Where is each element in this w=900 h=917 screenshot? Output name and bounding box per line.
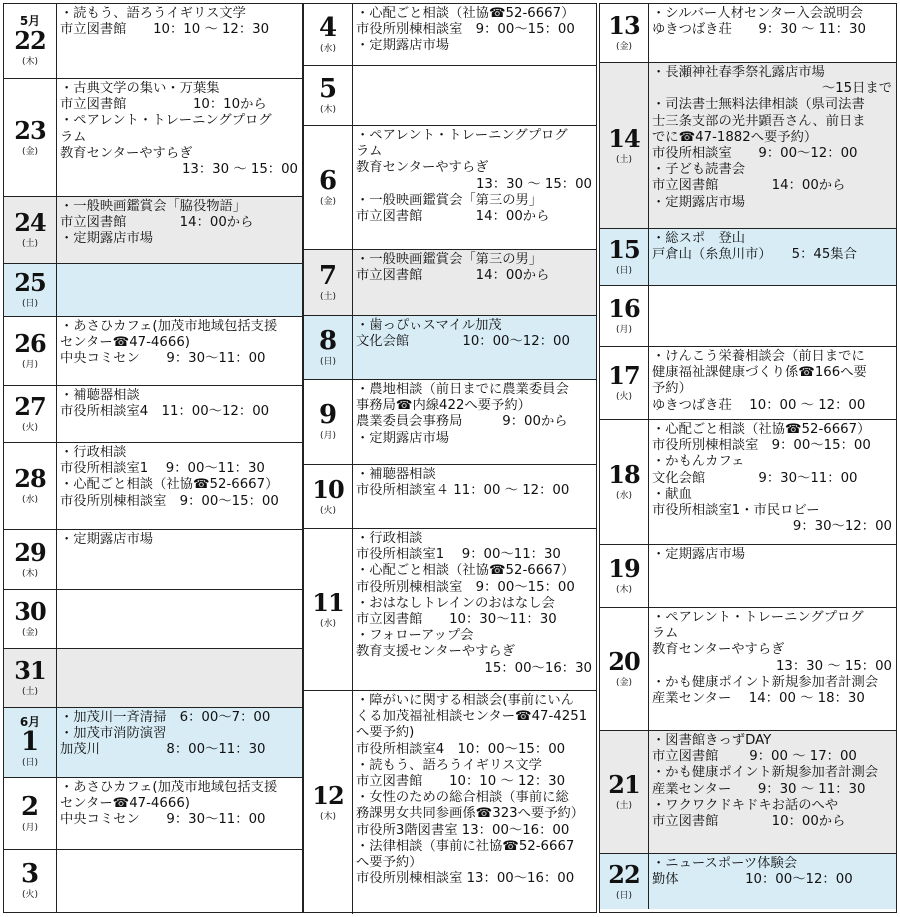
event-line: ・総スポ 登山 [652, 231, 746, 246]
event-line: ・シルバー人材センター入会説明会 [652, 6, 863, 21]
day-label [304, 126, 353, 249]
day-cell [600, 4, 896, 63]
weekday-label: (水) [319, 43, 337, 54]
day-cell [4, 530, 302, 590]
day-cell [4, 4, 302, 79]
day-number: 3 [20, 859, 40, 889]
event-line: ・古典文学の集い・万葉集 [60, 81, 220, 96]
event-line: 務課男女共同参画係☎323へ要予約） [356, 806, 585, 822]
event-line: ・ニュースポーツ体験会 [652, 856, 798, 871]
day-cell [600, 608, 896, 731]
weekday-label: (木) [319, 811, 337, 822]
event-line: 中央コミセン 9：30～11：00 [60, 351, 266, 367]
day-label [4, 850, 57, 912]
day-cell [600, 731, 896, 854]
event-list [60, 445, 298, 510]
day-number: 12 [312, 780, 344, 810]
event-line: でに☎47-1882へ要予約） [652, 129, 818, 145]
day-cell [4, 386, 302, 443]
event-list [356, 318, 592, 350]
event-line: ・心配ごと相談（社協☎52-6667） [356, 563, 575, 579]
day-cell [304, 380, 596, 465]
event-line: ・定期露店市場 [652, 547, 746, 562]
event-line: 13：30 ～ 15：00 [181, 162, 298, 178]
weekday-label: (土) [21, 239, 39, 249]
day-label [4, 197, 57, 263]
event-list [356, 531, 592, 677]
event-list [60, 532, 298, 548]
day-label [304, 316, 353, 379]
day-label [600, 608, 649, 730]
day-label [4, 443, 57, 529]
event-list [60, 199, 298, 248]
day-number: 30 [14, 597, 46, 626]
event-line: ・農地相談（前日までに農業委員会 [356, 382, 569, 397]
event-line: 市役所相談室1 9：00～11：30 [60, 461, 265, 477]
day-label [4, 79, 57, 196]
day-cell [4, 590, 302, 649]
event-line: ・行政相談 [356, 531, 423, 546]
calendar-column-2 [303, 3, 597, 913]
event-line: ・障がいに関する相談会(事前にいん [356, 693, 574, 708]
day-label [4, 264, 57, 316]
event-list [60, 6, 298, 38]
event-line: 産業センター 14：00 ～ 18：30 [652, 691, 865, 707]
day-label [4, 590, 57, 648]
event-list [356, 382, 592, 447]
month-label: 6月 [19, 715, 41, 729]
day-cell [600, 229, 896, 286]
day-cell [4, 79, 302, 197]
day-number: 26 [14, 329, 46, 358]
day-number: 6 [318, 165, 338, 196]
event-line: 市役所相談室4 11：00～12：00 [60, 404, 270, 420]
event-line: 15：00～16：30 [484, 660, 592, 676]
calendar-column-3 [599, 3, 897, 913]
day-cell [304, 529, 596, 691]
event-line: 市立図書館 10：00から [652, 814, 846, 830]
event-line: 市役所3階図書室 13：00～16：00 [356, 822, 570, 838]
day-cell [4, 708, 302, 778]
day-label [304, 465, 353, 528]
event-line: ・けんこう栄養相談会（前日までに [652, 349, 865, 364]
day-number: 18 [608, 460, 640, 489]
event-line: 事務局☎内線422へ要予約） [356, 398, 531, 414]
event-line: ・補聴器相談 [60, 388, 140, 403]
event-line: 9：30～12：00 [792, 519, 892, 535]
day-number: 19 [608, 554, 640, 583]
day-cell [4, 649, 302, 708]
day-cell [304, 316, 596, 380]
event-line: ・あさひカフェ(加茂市地域包括支援 [60, 319, 278, 334]
event-line: ・ペアレント・トレーニングプログ [652, 610, 864, 625]
day-number: 20 [608, 647, 640, 676]
day-label [600, 286, 649, 346]
event-line: ・ペアレント・トレーニングプログ [60, 113, 272, 129]
event-line: 市役所相談室４ 11：00 ～ 12：00 [356, 483, 570, 499]
weekday-label: (木) [615, 585, 633, 595]
event-line: ・ペアレント・トレーニングプログ [356, 128, 568, 143]
day-number: 25 [14, 268, 46, 297]
event-line: へ要予約) [356, 725, 415, 741]
event-line: ・読もう、語ろうイギリス文学 [356, 757, 542, 773]
event-list [60, 388, 298, 420]
event-line: ・献血 [652, 486, 692, 502]
day-label [600, 731, 649, 853]
event-line: 産業センター 9：30 ～ 11：30 [652, 781, 866, 797]
day-number: 7 [318, 260, 338, 291]
event-line: ・法律相談（事前に社協☎52-6667 [356, 838, 575, 854]
event-line: ・かも健康ポイント新規参加者計測会 [652, 765, 879, 781]
day-label [304, 250, 353, 315]
event-list [652, 6, 892, 38]
day-label [304, 529, 353, 690]
weekday-label: (金) [615, 678, 633, 688]
day-number: 22 [14, 25, 46, 55]
day-label [600, 4, 649, 62]
weekday-label: (土) [615, 154, 633, 165]
event-line: ・心配ごと相談（社協☎52-6667） [60, 477, 279, 493]
day-label [4, 4, 57, 78]
day-cell [600, 347, 896, 420]
event-line: 中央コミセン 9：30～11：00 [60, 812, 266, 828]
day-label [600, 347, 649, 419]
event-line: 教育支援センターやすらぎ [356, 644, 516, 660]
event-line: 文化会館 9：30～11：00 [652, 470, 858, 486]
day-number: 23 [14, 115, 46, 145]
event-line: 文化会館 10：00～12：00 [356, 334, 570, 350]
weekday-label: (金) [615, 42, 633, 52]
event-list [652, 231, 892, 263]
day-cell [4, 197, 302, 264]
day-number: 22 [608, 859, 640, 889]
day-number: 16 [608, 294, 640, 323]
event-line: 農業委員会事務局 9：00から [356, 414, 568, 430]
event-line: ラム [356, 144, 383, 160]
weekday-label: (火) [21, 423, 39, 433]
event-line: 市役所相談室4 10：00～15：00 [356, 741, 566, 757]
event-list [356, 252, 592, 284]
weekday-label: (火) [319, 505, 337, 516]
event-line: ・フォローアップ会 [356, 628, 474, 644]
event-line: ・定期露店市場 [60, 231, 154, 247]
day-cell [4, 850, 302, 912]
event-line: 士三条支部の光井顕吾さん、前日ま [652, 113, 866, 129]
day-number: 27 [14, 392, 46, 421]
event-list [356, 693, 592, 887]
day-cell [304, 465, 596, 529]
day-label [4, 386, 57, 442]
event-line: ・行政相談 [60, 445, 127, 460]
day-number: 21 [608, 770, 640, 799]
weekday-label: (金) [21, 628, 39, 638]
event-line: ・おはなしトレインのおはなし会 [356, 595, 555, 611]
event-line: ～15日まで [821, 81, 892, 97]
event-list [60, 319, 298, 368]
day-label [600, 229, 649, 285]
event-line: ・補聴器相談 [356, 467, 436, 482]
weekday-label: (土) [615, 801, 633, 811]
event-line: 市役所別棟相談室 9：00～15：00 [60, 493, 279, 509]
day-label [4, 530, 57, 589]
day-number: 2 [20, 791, 40, 822]
day-number: 10 [312, 474, 344, 504]
day-cell [600, 286, 896, 347]
event-line: 市役所相談室 9：00～12：00 [652, 146, 858, 162]
weekday-label: (日) [21, 299, 39, 309]
day-label [4, 708, 57, 777]
weekday-label: (日) [615, 890, 633, 901]
event-line: 13：30 ～ 15：00 [475, 176, 592, 192]
event-line: 市立図書館 10：10 ～ 12：30 [356, 774, 566, 790]
event-list [356, 467, 592, 499]
day-number: 14 [608, 123, 640, 153]
event-list [652, 733, 892, 830]
day-label [304, 691, 353, 914]
day-label [304, 66, 353, 125]
event-line: 市立図書館 10：10から [60, 97, 267, 113]
day-cell [304, 250, 596, 316]
event-line: 市役所別棟相談室 9：00～15：00 [652, 438, 871, 454]
event-line: 市立図書館 10：10 ～ 12：30 [60, 22, 270, 38]
event-line: 市役所相談室1 9：00～11：30 [356, 547, 561, 563]
weekday-label: (水) [615, 491, 633, 501]
day-cell [304, 4, 596, 66]
day-label [4, 317, 57, 385]
event-line: ・子ども読書会 [652, 162, 746, 178]
day-number: 15 [608, 235, 640, 264]
weekday-label: (日) [21, 758, 39, 768]
event-line: ・定期露店市場 [356, 430, 450, 446]
day-number: 17 [608, 361, 640, 390]
day-cell [600, 63, 896, 229]
weekday-label: (月) [615, 325, 633, 335]
day-number: 4 [318, 12, 338, 43]
day-label [600, 854, 649, 909]
day-number: 28 [14, 464, 46, 493]
event-list [356, 128, 592, 225]
day-cell [4, 317, 302, 386]
day-number: 29 [14, 537, 46, 567]
event-line: 市立図書館 14：00から [356, 268, 550, 284]
event-line: ・一般映画鑑賞会「第三の男」 [356, 252, 543, 267]
event-line: センター☎47-4666) [60, 335, 190, 351]
event-line: 市立図書館 10：30～11：30 [356, 612, 557, 628]
event-line: ・加茂川一斉清掃 6：00～7：00 [60, 710, 271, 725]
day-cell [4, 778, 302, 850]
event-list [652, 65, 892, 211]
day-number: 1 [20, 727, 40, 757]
event-line: 13：30 ～ 15：00 [775, 658, 892, 674]
day-number: 24 [14, 208, 46, 237]
month-label: 5月 [19, 13, 41, 28]
day-number: 11 [312, 587, 344, 617]
event-line: ゆきつばき荘 10：00 ～ 12：00 [652, 397, 866, 413]
weekday-label: (月) [21, 360, 39, 370]
day-cell [600, 854, 896, 909]
event-line: ・定期露店市場 [652, 194, 746, 210]
day-cell [304, 126, 596, 250]
event-line: ラム [60, 129, 87, 145]
day-label [4, 778, 57, 849]
event-line: ラム [652, 626, 679, 642]
event-line: 教育センターやすらぎ [60, 145, 193, 161]
weekday-label: (水) [21, 495, 39, 505]
weekday-label: (月) [21, 822, 39, 833]
weekday-label: (土) [21, 687, 39, 697]
event-line: 予約） [652, 381, 692, 397]
day-number: 5 [318, 73, 338, 104]
event-line: 加茂川 8：00～11：30 [60, 742, 266, 758]
calendar-column-1 [3, 3, 303, 913]
day-number: 8 [318, 325, 338, 356]
event-line: 教育センターやすらぎ [356, 160, 489, 176]
event-line: ・かもんカフェ [652, 454, 745, 470]
weekday-label: (火) [615, 392, 633, 402]
day-label [304, 380, 353, 464]
event-line: 市役所別棟相談室 9：00～15：00 [356, 22, 575, 38]
event-list [652, 856, 892, 888]
day-number: 31 [14, 656, 46, 685]
event-line: ・定期露店市場 [60, 532, 154, 547]
event-list [652, 422, 892, 535]
day-cell [600, 545, 896, 608]
event-line: センター☎47-4666) [60, 796, 190, 812]
day-cell [600, 420, 896, 545]
event-line: 戸倉山（糸魚川市） 5：45集合 [652, 247, 857, 263]
event-line: 市役所相談室1・市民ロビー [652, 503, 820, 519]
event-list [652, 610, 892, 707]
day-cell [4, 264, 302, 317]
event-line: ・読もう、語ろうイギリス文学 [60, 6, 246, 21]
event-line: ・定期露店市場 [356, 38, 450, 54]
event-line: 市役所別棟相談室 9：00～15：00 [356, 579, 575, 595]
event-list [60, 780, 298, 829]
event-list [356, 6, 592, 55]
day-label [600, 420, 649, 544]
event-line: 市立図書館 14：00から [356, 209, 550, 225]
weekday-label: (木) [21, 56, 39, 67]
weekday-label: (金) [21, 146, 39, 157]
event-line: 市立図書館 14：00から [652, 178, 846, 194]
weekday-label: (木) [21, 568, 39, 579]
event-line: ・ワクワクドキドキお話のへや [652, 797, 839, 813]
event-line: ・一般映画鑑賞会「第三の男」 [356, 192, 543, 208]
event-line: ・図書館きっずDAY [652, 733, 772, 748]
event-line: ・心配ごと相談（社協☎52-6667） [652, 422, 871, 437]
event-line: 市役所別棟相談室 13：00～16：00 [356, 871, 575, 887]
event-line: ゆきつばき荘 9：30 ～ 11：30 [652, 22, 866, 38]
event-line: へ要予約） [356, 855, 423, 871]
day-number: 13 [608, 11, 640, 40]
event-line: 市立図書館 14：00から [60, 215, 254, 231]
event-list [60, 710, 298, 759]
day-cell [4, 443, 302, 530]
event-line: 市立図書館 9：00 ～ 17：00 [652, 749, 857, 765]
weekday-label: (木) [319, 104, 337, 115]
event-line: ・加茂市消防演習 [60, 726, 167, 742]
weekday-label: (水) [319, 618, 337, 629]
event-line: ・歯っぴぃスマイル加茂 [356, 318, 502, 333]
event-line: ・女性のための総合相談（事前に総 [356, 790, 569, 806]
weekday-label: (月) [319, 431, 337, 441]
weekday-label: (金) [319, 196, 337, 207]
day-cell [304, 691, 596, 914]
day-label [600, 63, 649, 228]
event-line: ・心配ごと相談（社協☎52-6667） [356, 6, 575, 21]
event-line: ・一般映画鑑賞会「脇役物語」 [60, 199, 247, 214]
event-line: 健康福祉課健康づくり係☎166へ要 [652, 365, 867, 381]
event-list [652, 349, 892, 414]
weekday-label: (火) [21, 890, 39, 900]
day-cell [304, 66, 596, 126]
day-label [4, 649, 57, 707]
event-line: ・かも健康ポイント新規参加者計測会 [652, 674, 879, 690]
event-list [60, 81, 298, 178]
event-line: ・司法書士無料法律相談（県司法書 [652, 97, 865, 113]
event-line: ・あさひカフェ(加茂市地域包括支援 [60, 780, 278, 795]
day-label [600, 545, 649, 607]
event-line: くる加茂福祉相談センター☎47-4251 [356, 709, 588, 725]
weekday-label: (土) [319, 291, 337, 302]
event-line: 勤体 10：00～12：00 [652, 872, 853, 888]
event-line: 教育センターやすらぎ [652, 642, 785, 658]
event-list [652, 547, 892, 563]
weekday-label: (日) [319, 356, 337, 367]
weekday-label: (日) [615, 266, 633, 276]
day-number: 9 [318, 400, 338, 430]
day-label [304, 4, 353, 65]
event-line: ・長瀬神社春季祭礼露店市場 [652, 65, 825, 80]
